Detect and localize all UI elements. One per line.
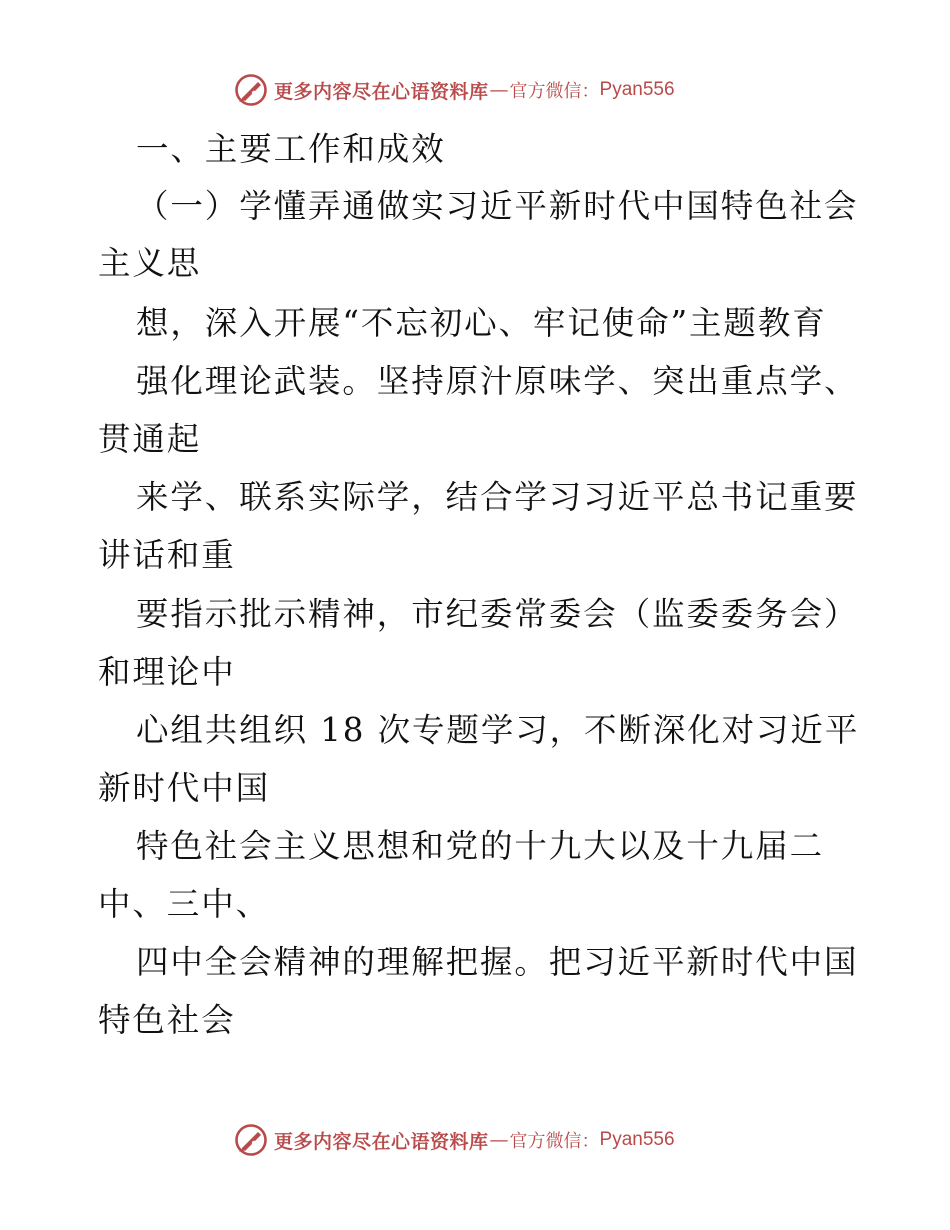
quill-pen-circle-icon — [234, 73, 268, 107]
watermark-id: Pyan556 — [599, 79, 675, 100]
text-line: （一）学懂弄通做实习近平新时代中国特色社会 — [136, 187, 859, 225]
footer-watermark — [234, 1122, 675, 1158]
text-line: 四中全会精神的理解把握。把习近平新时代中国 — [136, 943, 859, 981]
text-line: 主义思 — [98, 244, 202, 282]
text-line: 特色社会 — [98, 1001, 236, 1039]
watermark-title: 更多内容尽在心语资料库 — [274, 80, 489, 103]
text-line: 想，深入开展“不忘初心、牢记使命”主题教育 — [136, 304, 827, 342]
text-line: 来学、联系实际学，结合学习习近平总书记重要 — [136, 478, 859, 516]
watermark-id: Pyan556 — [599, 1129, 675, 1150]
text-line: 和理论中 — [98, 653, 236, 691]
text-line: 特色社会主义思想和党的十九大以及十九届二 — [136, 827, 825, 865]
watermark-dash: — — [489, 79, 509, 101]
text-line: 心组共组织 18 次专题学习，不断深化对习近平 — [136, 711, 860, 749]
quill-pen-circle-icon — [234, 1123, 268, 1157]
watermark-label: 官方微信： — [509, 1131, 600, 1152]
watermark-label: 官方微信： — [509, 81, 600, 102]
section-heading: 一、主要工作和成效 — [136, 130, 446, 168]
text-line: 中、三中、 — [98, 885, 271, 923]
text-line: 强化理论武装。坚持原汁原味学、突出重点学、 — [136, 362, 859, 400]
header-watermark — [234, 72, 675, 108]
text-line: 贯通起 — [98, 420, 202, 458]
watermark-title: 更多内容尽在心语资料库 — [274, 1130, 489, 1153]
text-line: 要指示批示精神，市纪委常委会（监委委务会） — [136, 595, 859, 633]
watermark-dash: — — [489, 1129, 509, 1151]
text-line: 讲话和重 — [98, 536, 236, 574]
text-line: 新时代中国 — [98, 769, 271, 807]
